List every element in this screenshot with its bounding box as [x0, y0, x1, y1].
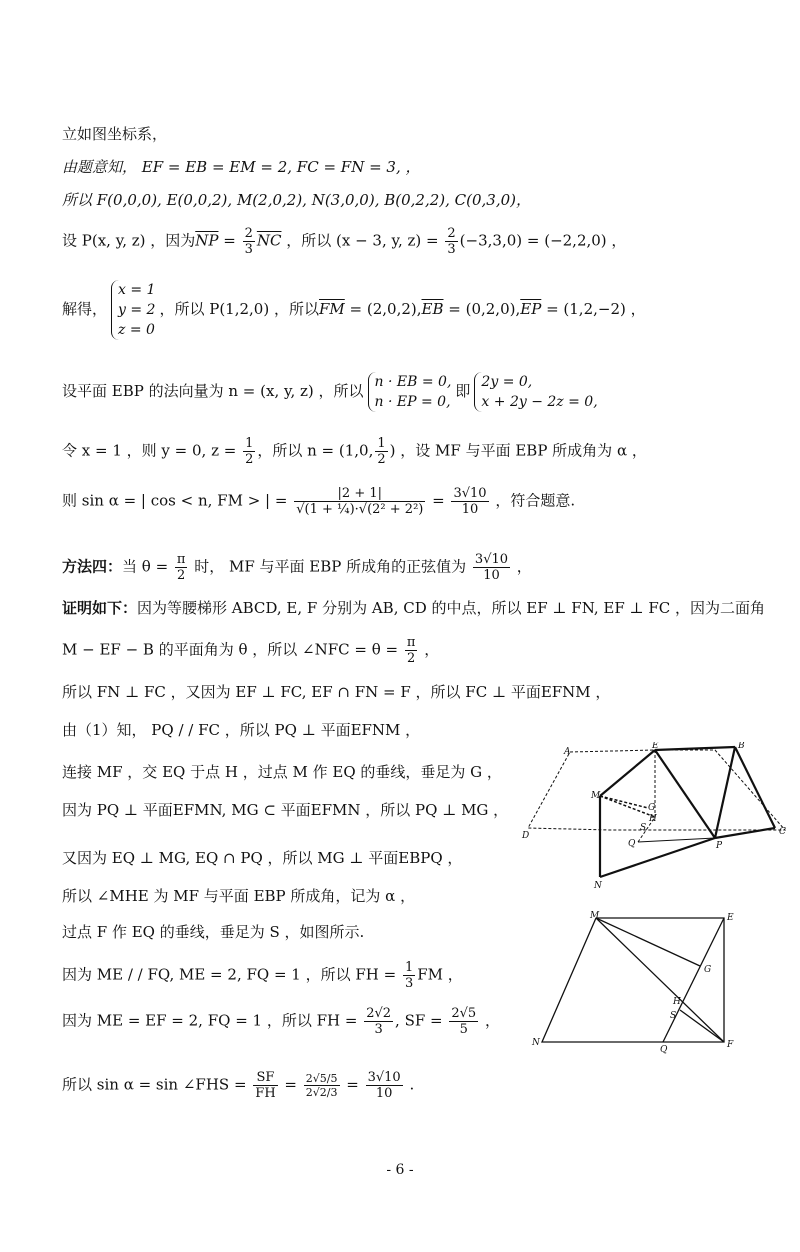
- fig1-label: A: [564, 747, 571, 757]
- fig1-label: B: [738, 742, 745, 751]
- fig1-label: S: [640, 823, 647, 833]
- fig1-label: P: [716, 841, 723, 851]
- text-line: 所以 ∠MHE 为 MF 与平面 EBP 所成角，记为 α ，: [62, 887, 416, 905]
- fig1-edge: [600, 838, 715, 877]
- fig1-label: Q: [628, 839, 636, 849]
- solid-figure: [520, 742, 790, 892]
- fig1-label: D: [522, 831, 530, 841]
- fig1-edge: [735, 747, 775, 828]
- text-line: 令 x = 1 ，则 y = 0, z = $\frac{1}{2}$ ，所以 n = (1,0, $\frac{1}{2}$ ) ，设 MF 与平面 EBP 所成角为 α ，: [62, 436, 647, 467]
- text-line: 因为 ME / / FQ, ME = 2, FQ = 1 ，所以 FH = $\frac{1}{3}$ FM ，: [62, 960, 463, 991]
- fig2-label: F: [727, 1040, 734, 1050]
- fig2-label: H: [673, 997, 681, 1007]
- plane-figure: [528, 910, 748, 1055]
- text-line: 设 P(x, y, z) ，因为$\overline{NP}$ = $\frac{2}{3}$ $\overline{NC}$ ，所以 (x − 3, y, z) = $\frac{2}{3}$ (−3,3,0) = (−2,2,0) ，: [62, 226, 627, 257]
- text-line: 过点 F 作 EQ 的垂线，垂足为 S ，如图所示.: [62, 923, 365, 941]
- fig2-edge: [663, 918, 724, 1042]
- text-line: 由题意知， EF = EB = EM = 2, FC = FN = 3, ，: [62, 158, 421, 176]
- text-line: 设平面 EBP 的法向量为 n = (x, y, z) ，所以 n · EB = 0, n · EP = 0, 即 2y = 0, x + 2y − 2z = 0,: [62, 374, 598, 410]
- fig2-edge: [680, 1010, 724, 1042]
- fig2-label: G: [704, 965, 712, 975]
- text-line: 证明如下：因为等腰梯形 ABCD, E, F 分别为 AB, CD 的中点，所以 EF ⊥ FN, EF ⊥ FC ，因为二面角: [62, 599, 766, 617]
- fig1-label: G: [648, 803, 656, 813]
- text-line: 连接 MF ，交 EQ 于点 H ，过点 M 作 EQ 的垂线，垂足为 G ，: [62, 763, 502, 781]
- text-line: 方法四：当 θ = $\frac{\pi}{2}$ 时， MF 与平面 EBP 所成角的正弦值为 $\frac{3√10}{10}$ ，: [62, 552, 532, 583]
- fig1-edge: [655, 750, 715, 838]
- fig1-label: C: [779, 827, 786, 837]
- fig2-label: E: [727, 913, 734, 923]
- text-line: 又因为 EQ ⊥ MG, EQ ∩ PQ ，所以 MG ⊥ 平面EBPQ ，: [62, 849, 463, 867]
- text-line: 解得， x = 1 y = 2 z = 0 ，所以 P(1,2,0) ，所以$\overline{FM} = (2,0,2),\overline{EB} = (0,2,0),\overline{EP} = (1,2,-2)$ ，: [62, 282, 646, 338]
- fig1-label: M: [591, 791, 601, 801]
- fig1-label: N: [594, 881, 602, 891]
- text-line: 则 sin α = | cos < n, FM > | = $\frac{|2 + 1|}{\text{√(1 + ¼)·√(2² + 2²)}}$ = $\frac{3√10}{10}$ ，符合题意.: [62, 486, 576, 517]
- text-line: 所以 FN ⊥ FC ，又因为 EF ⊥ FC, EF ∩ FN = F ，所以 FC ⊥ 平面EFNM ，: [62, 683, 611, 701]
- fig1-edge: [600, 750, 655, 796]
- fig1-edge: [655, 747, 735, 750]
- text-line: 立如图坐标系，: [62, 125, 168, 143]
- fig2-label: N: [532, 1038, 540, 1048]
- text-line: 因为 ME = EF = 2, FQ = 1 ，所以 FH = $\frac{2√2}{3}$ , SF = $\frac{2√5}{5}$ ，: [62, 1006, 500, 1037]
- page-number: - 6 -: [386, 1162, 414, 1178]
- text-line: 所以 sin α = sin ∠FHS = $\frac{SF}{FH}$ = $\frac{2√5/5}{2√2/3}$ = $\frac{3√10}{10}$ .: [62, 1070, 415, 1101]
- fig2-edge: [596, 918, 724, 1042]
- fig1-edge: [600, 796, 655, 817]
- fig2-label: S: [670, 1011, 677, 1021]
- text-line: M − EF − B 的平面角为 θ ，所以 ∠NFC = θ = $\frac{\pi}{2}$ ，: [62, 635, 440, 666]
- fig2-edge: [596, 918, 700, 966]
- fig2-label: Q: [660, 1045, 668, 1055]
- fig2-label: M: [590, 911, 600, 921]
- fig1-edge: [600, 796, 648, 808]
- fig2-outline: [542, 918, 724, 1042]
- text-line: 因为 PQ ⊥ 平面EFMN, MG ⊂ 平面EFMN ，所以 PQ ⊥ MG ，: [62, 801, 509, 819]
- text-line: 由（1）知， PQ / / FC ，所以 PQ ⊥ 平面EFNM ，: [62, 721, 421, 739]
- fig1-label: H: [649, 814, 657, 824]
- text-line: 所以 F(0,0,0), E(0,0,2), M(2,0,2), N(3,0,0), B(0,2,2), C(0,3,0)，: [62, 191, 532, 209]
- fig1-edge: [715, 747, 735, 838]
- fig1-label: E: [652, 742, 659, 751]
